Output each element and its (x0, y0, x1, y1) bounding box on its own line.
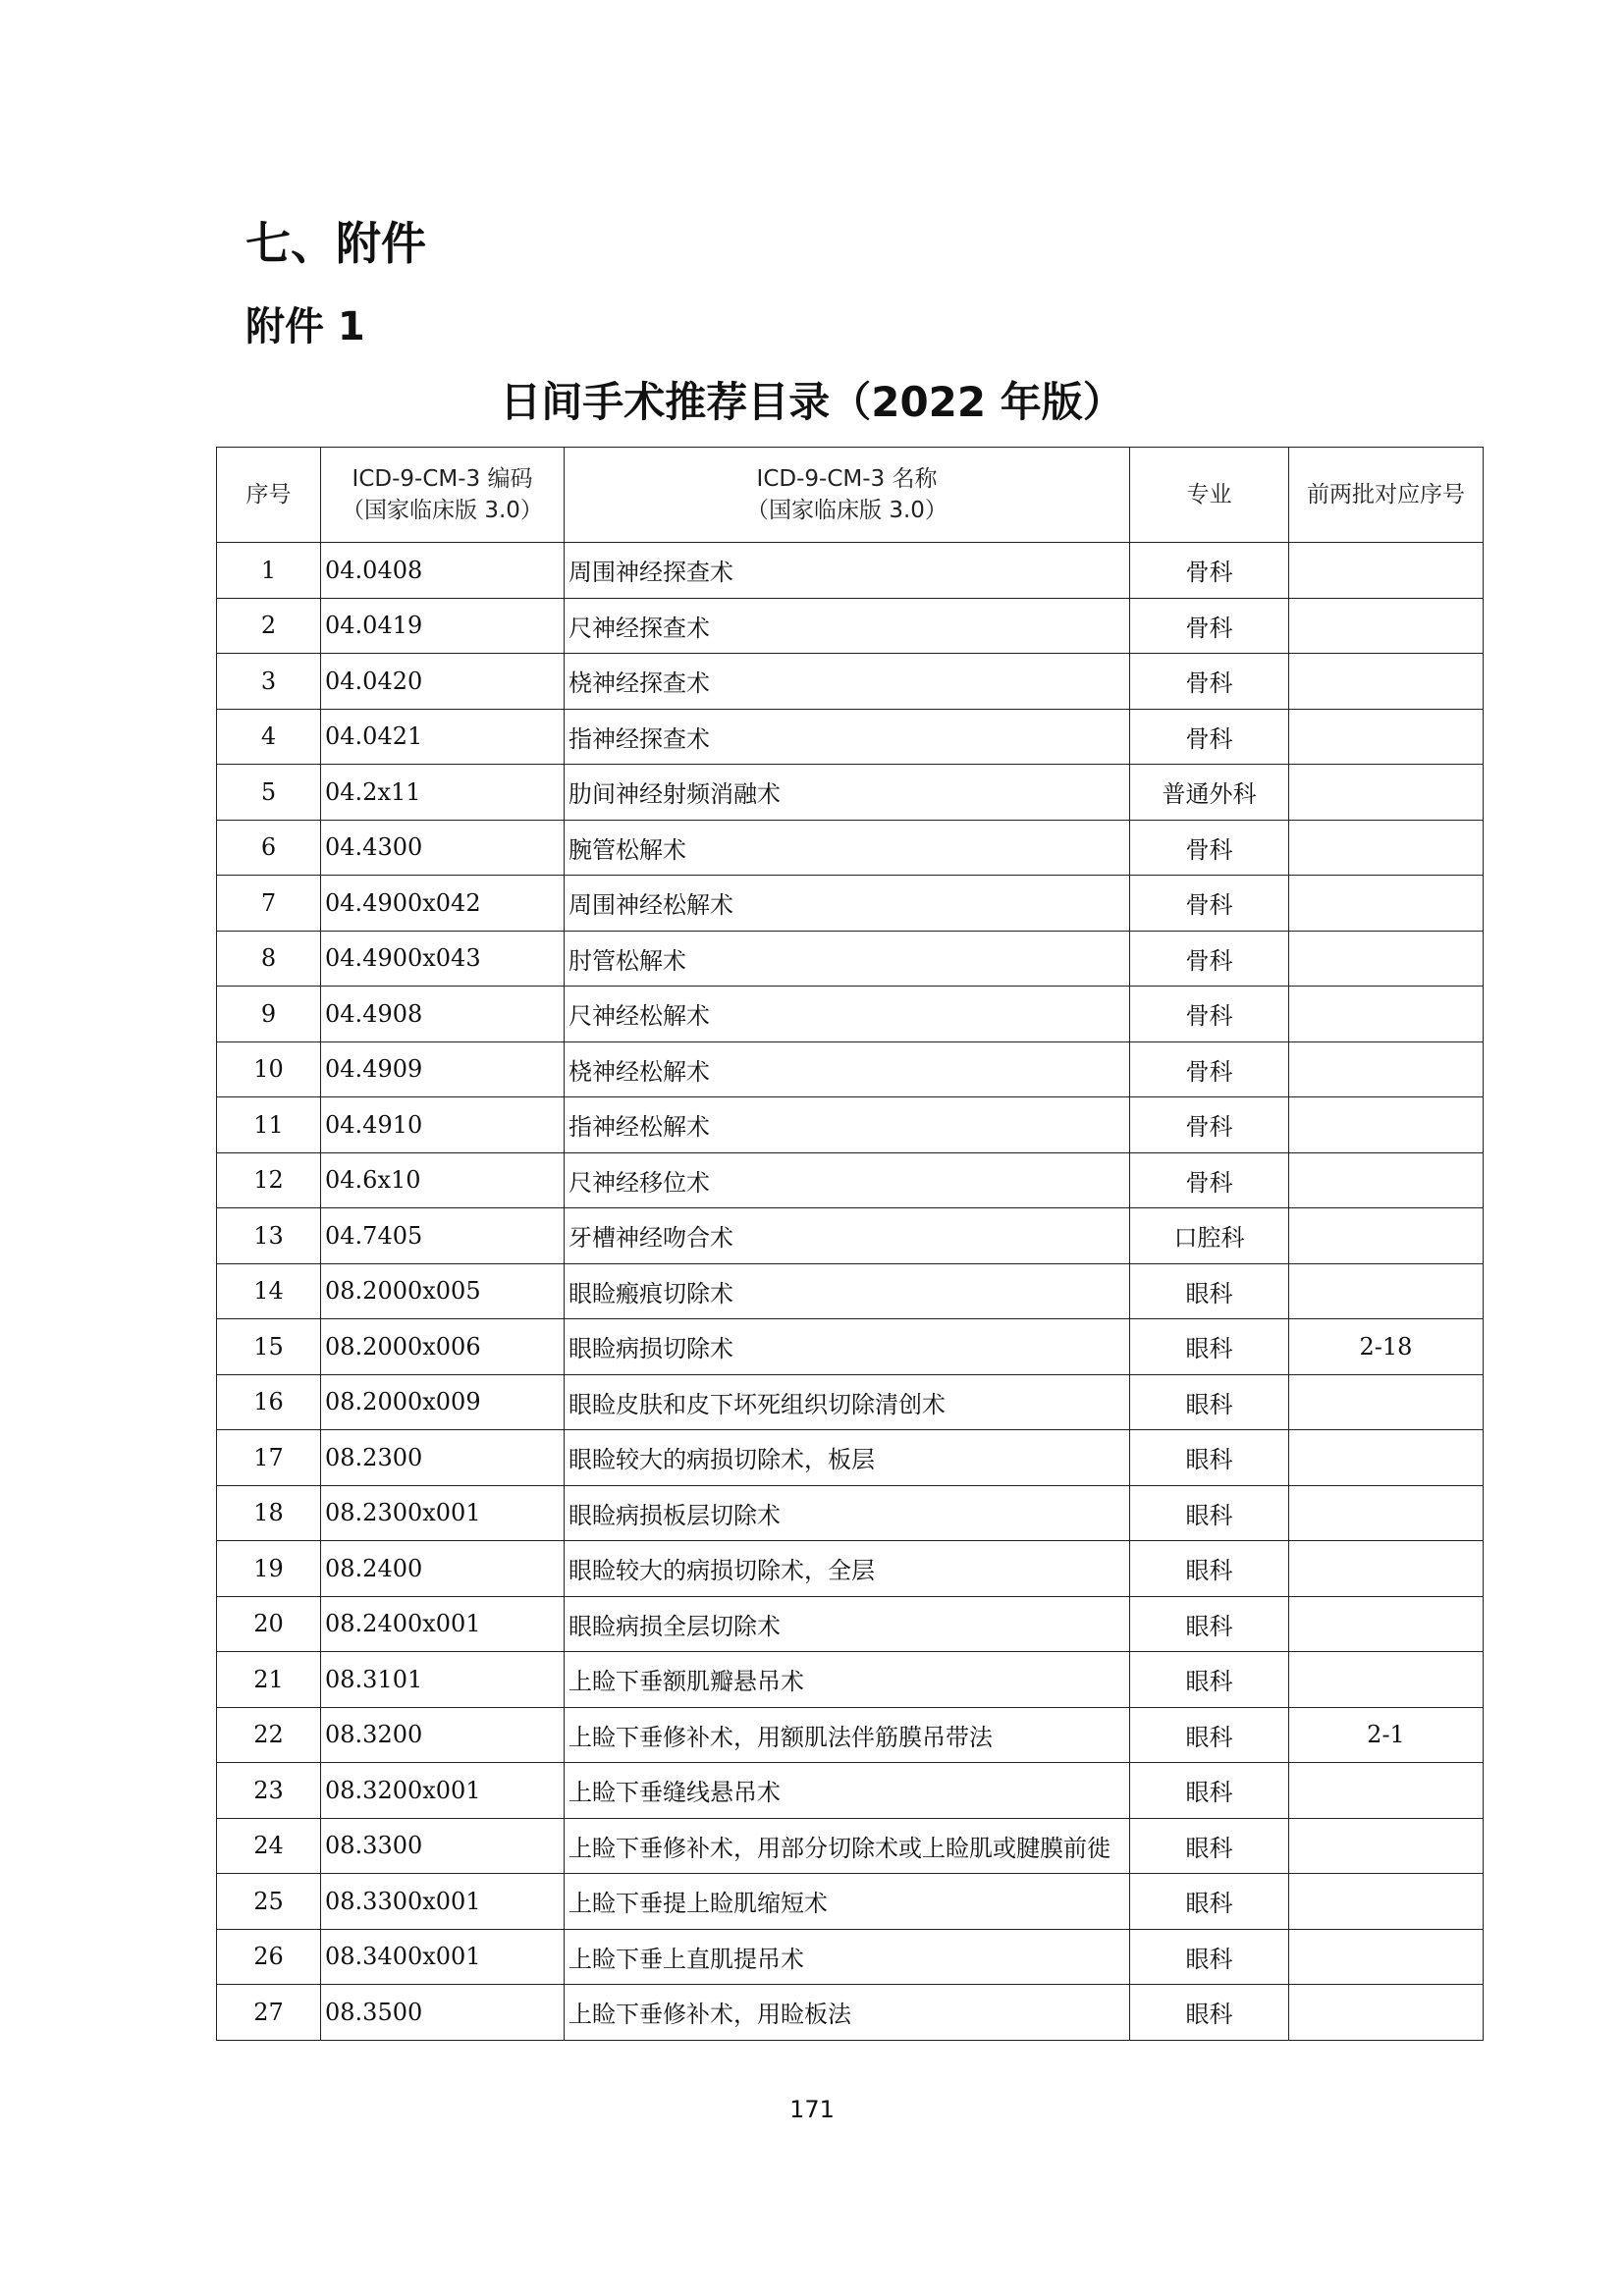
table-row (217, 598, 1484, 654)
header-name-line2: （国家临床版 3.0） (746, 498, 947, 523)
cell-prev (1289, 765, 1484, 821)
header-prev: 前两批对应序号 (1289, 448, 1484, 543)
cell-name: 牙槽神经吻合术 (565, 1208, 1130, 1264)
cell-dept: 骨科 (1130, 820, 1289, 876)
cell-prev (1289, 598, 1484, 654)
cell-code: 04.4900x042 (321, 876, 565, 932)
cell-prev (1289, 654, 1484, 710)
cell-code: 04.0420 (321, 654, 565, 710)
cell-name: 指神经探查术 (565, 709, 1130, 765)
cell-prev (1289, 820, 1484, 876)
table-row (217, 1707, 1484, 1763)
cell-no: 5 (217, 765, 321, 821)
cell-prev (1289, 1152, 1484, 1208)
cell-no: 20 (217, 1596, 321, 1652)
cell-code: 04.4900x043 (321, 931, 565, 987)
table-header-row (217, 448, 1484, 543)
table-row (217, 1152, 1484, 1208)
cell-no: 23 (217, 1763, 321, 1819)
cell-name: 眼睑较大的病损切除术，全层 (565, 1541, 1130, 1597)
table-row (217, 543, 1484, 599)
cell-prev: 2-18 (1289, 1319, 1484, 1375)
cell-prev (1289, 987, 1484, 1042)
table-row (217, 1041, 1484, 1097)
table-row (217, 987, 1484, 1042)
cell-no: 12 (217, 1152, 321, 1208)
cell-no: 16 (217, 1374, 321, 1430)
cell-code: 04.4908 (321, 987, 565, 1042)
cell-name: 周围神经探查术 (565, 543, 1130, 599)
cell-dept: 眼科 (1130, 1596, 1289, 1652)
cell-dept: 眼科 (1130, 1652, 1289, 1708)
cell-no: 11 (217, 1097, 321, 1153)
cell-prev (1289, 1485, 1484, 1541)
cell-name: 眼睑病损全层切除术 (565, 1596, 1130, 1652)
cell-name: 尺神经松解术 (565, 987, 1130, 1042)
cell-name: 上睑下垂缝线悬吊术 (565, 1763, 1130, 1819)
cell-dept: 骨科 (1130, 876, 1289, 932)
cell-prev (1289, 876, 1484, 932)
cell-name: 上睑下垂修补术，用睑板法 (565, 1985, 1130, 2041)
cell-no: 15 (217, 1319, 321, 1375)
header-name (565, 448, 1130, 543)
table-row (217, 931, 1484, 987)
cell-name: 上睑下垂修补术，用部分切除术或上睑肌或腱膜前徙 (565, 1818, 1130, 1874)
cell-no: 25 (217, 1874, 321, 1930)
cell-name: 桡神经探查术 (565, 654, 1130, 710)
cell-no: 22 (217, 1707, 321, 1763)
section-heading: 七、附件 (245, 217, 426, 270)
table-row (217, 1985, 1484, 2041)
table-row (217, 1485, 1484, 1541)
table-row (217, 765, 1484, 821)
cell-dept: 眼科 (1130, 1374, 1289, 1430)
cell-prev (1289, 1596, 1484, 1652)
table-row (217, 1263, 1484, 1319)
cell-prev (1289, 1430, 1484, 1486)
table-row (217, 1097, 1484, 1153)
cell-prev (1289, 1929, 1484, 1985)
cell-dept: 眼科 (1130, 1929, 1289, 1985)
cell-code: 08.3300 (321, 1818, 565, 1874)
cell-dept: 骨科 (1130, 1097, 1289, 1153)
cell-name: 指神经松解术 (565, 1097, 1130, 1153)
cell-no: 19 (217, 1541, 321, 1597)
table-row (217, 1763, 1484, 1819)
header-dept: 专业 (1130, 448, 1289, 543)
cell-dept: 骨科 (1130, 654, 1289, 710)
cell-dept: 骨科 (1130, 931, 1289, 987)
cell-code: 08.2300 (321, 1430, 565, 1486)
cell-code: 08.3200 (321, 1707, 565, 1763)
cell-code: 04.0419 (321, 598, 565, 654)
cell-name: 上睑下垂上直肌提吊术 (565, 1929, 1130, 1985)
cell-dept: 眼科 (1130, 1319, 1289, 1375)
header-name-line1: ICD-9-CM-3 名称 (756, 466, 938, 492)
cell-name: 肘管松解术 (565, 931, 1130, 987)
table-row (217, 1430, 1484, 1486)
cell-no: 9 (217, 987, 321, 1042)
cell-no: 17 (217, 1430, 321, 1486)
cell-code: 08.2000x005 (321, 1263, 565, 1319)
cell-name: 眼睑皮肤和皮下坏死组织切除清创术 (565, 1374, 1130, 1430)
cell-dept: 骨科 (1130, 598, 1289, 654)
table-row (217, 654, 1484, 710)
cell-no: 13 (217, 1208, 321, 1264)
document-title: 日间手术推荐目录（2022 年版） (500, 378, 1124, 426)
cell-prev (1289, 709, 1484, 765)
cell-dept: 骨科 (1130, 987, 1289, 1042)
table-row (217, 1541, 1484, 1597)
table-row (217, 1652, 1484, 1708)
cell-dept: 骨科 (1130, 1152, 1289, 1208)
table-row (217, 1319, 1484, 1375)
cell-code: 08.2400x001 (321, 1596, 565, 1652)
cell-no: 7 (217, 876, 321, 932)
header-code (321, 448, 565, 543)
cell-code: 04.4910 (321, 1097, 565, 1153)
cell-code: 04.4300 (321, 820, 565, 876)
cell-code: 04.6x10 (321, 1152, 565, 1208)
cell-prev (1289, 1763, 1484, 1819)
cell-name: 眼睑病损切除术 (565, 1319, 1130, 1375)
cell-code: 04.7405 (321, 1208, 565, 1264)
cell-code: 08.2000x009 (321, 1374, 565, 1430)
cell-dept: 眼科 (1130, 1818, 1289, 1874)
cell-prev (1289, 1208, 1484, 1264)
cell-no: 8 (217, 931, 321, 987)
surgery-catalog-table (216, 447, 1484, 2041)
header-code-line1: ICD-9-CM-3 编码 (352, 466, 533, 492)
cell-dept: 眼科 (1130, 1485, 1289, 1541)
cell-name: 尺神经移位术 (565, 1152, 1130, 1208)
cell-prev (1289, 1041, 1484, 1097)
cell-prev (1289, 1818, 1484, 1874)
attachment-label: 附件 1 (245, 304, 365, 349)
cell-prev (1289, 931, 1484, 987)
cell-code: 08.2400 (321, 1541, 565, 1597)
cell-name: 眼睑较大的病损切除术，板层 (565, 1430, 1130, 1486)
table-row (217, 1818, 1484, 1874)
cell-prev (1289, 1652, 1484, 1708)
table-row (217, 1874, 1484, 1930)
cell-code: 08.2000x006 (321, 1319, 565, 1375)
cell-no: 24 (217, 1818, 321, 1874)
cell-name: 肋间神经射频消融术 (565, 765, 1130, 821)
cell-no: 3 (217, 654, 321, 710)
cell-name: 桡神经松解术 (565, 1041, 1130, 1097)
cell-code: 08.3101 (321, 1652, 565, 1708)
cell-code: 04.0421 (321, 709, 565, 765)
table-row (217, 1596, 1484, 1652)
cell-prev (1289, 1985, 1484, 2041)
table-row (217, 876, 1484, 932)
cell-name: 眼睑瘢痕切除术 (565, 1263, 1130, 1319)
cell-no: 26 (217, 1929, 321, 1985)
table-row (217, 1208, 1484, 1264)
cell-dept: 骨科 (1130, 543, 1289, 599)
cell-name: 上睑下垂修补术，用额肌法伴筋膜吊带法 (565, 1707, 1130, 1763)
cell-code: 08.3200x001 (321, 1763, 565, 1819)
cell-name: 上睑下垂提上睑肌缩短术 (565, 1874, 1130, 1930)
cell-code: 08.3400x001 (321, 1929, 565, 1985)
cell-dept: 眼科 (1130, 1707, 1289, 1763)
cell-dept: 眼科 (1130, 1541, 1289, 1597)
cell-prev (1289, 1263, 1484, 1319)
cell-prev (1289, 1541, 1484, 1597)
header-code-line2: （国家临床版 3.0） (342, 498, 543, 523)
cell-no: 4 (217, 709, 321, 765)
cell-code: 04.2x11 (321, 765, 565, 821)
cell-no: 10 (217, 1041, 321, 1097)
cell-dept: 眼科 (1130, 1430, 1289, 1486)
cell-name: 周围神经松解术 (565, 876, 1130, 932)
cell-name: 尺神经探查术 (565, 598, 1130, 654)
page-number: 171 (789, 2096, 835, 2123)
cell-dept: 普通外科 (1130, 765, 1289, 821)
cell-prev (1289, 1874, 1484, 1930)
cell-name: 眼睑病损板层切除术 (565, 1485, 1130, 1541)
cell-code: 04.4909 (321, 1041, 565, 1097)
cell-dept: 眼科 (1130, 1985, 1289, 2041)
cell-no: 6 (217, 820, 321, 876)
cell-name: 腕管松解术 (565, 820, 1130, 876)
cell-prev: 2-1 (1289, 1707, 1484, 1763)
cell-prev (1289, 1097, 1484, 1153)
header-no: 序号 (217, 448, 321, 543)
cell-dept: 骨科 (1130, 1041, 1289, 1097)
table-row (217, 1374, 1484, 1430)
cell-dept: 眼科 (1130, 1874, 1289, 1930)
table-body (217, 543, 1484, 2041)
cell-no: 18 (217, 1485, 321, 1541)
cell-dept: 眼科 (1130, 1763, 1289, 1819)
cell-code: 08.2300x001 (321, 1485, 565, 1541)
cell-code: 04.0408 (321, 543, 565, 599)
cell-dept: 口腔科 (1130, 1208, 1289, 1264)
cell-code: 08.3300x001 (321, 1874, 565, 1930)
cell-no: 1 (217, 543, 321, 599)
table-row (217, 709, 1484, 765)
cell-no: 27 (217, 1985, 321, 2041)
table-row (217, 1929, 1484, 1985)
cell-name: 上睑下垂额肌瓣悬吊术 (565, 1652, 1130, 1708)
cell-no: 2 (217, 598, 321, 654)
cell-no: 14 (217, 1263, 321, 1319)
cell-dept: 眼科 (1130, 1263, 1289, 1319)
cell-dept: 骨科 (1130, 709, 1289, 765)
cell-no: 21 (217, 1652, 321, 1708)
table-row (217, 820, 1484, 876)
cell-prev (1289, 543, 1484, 599)
cell-prev (1289, 1374, 1484, 1430)
cell-code: 08.3500 (321, 1985, 565, 2041)
